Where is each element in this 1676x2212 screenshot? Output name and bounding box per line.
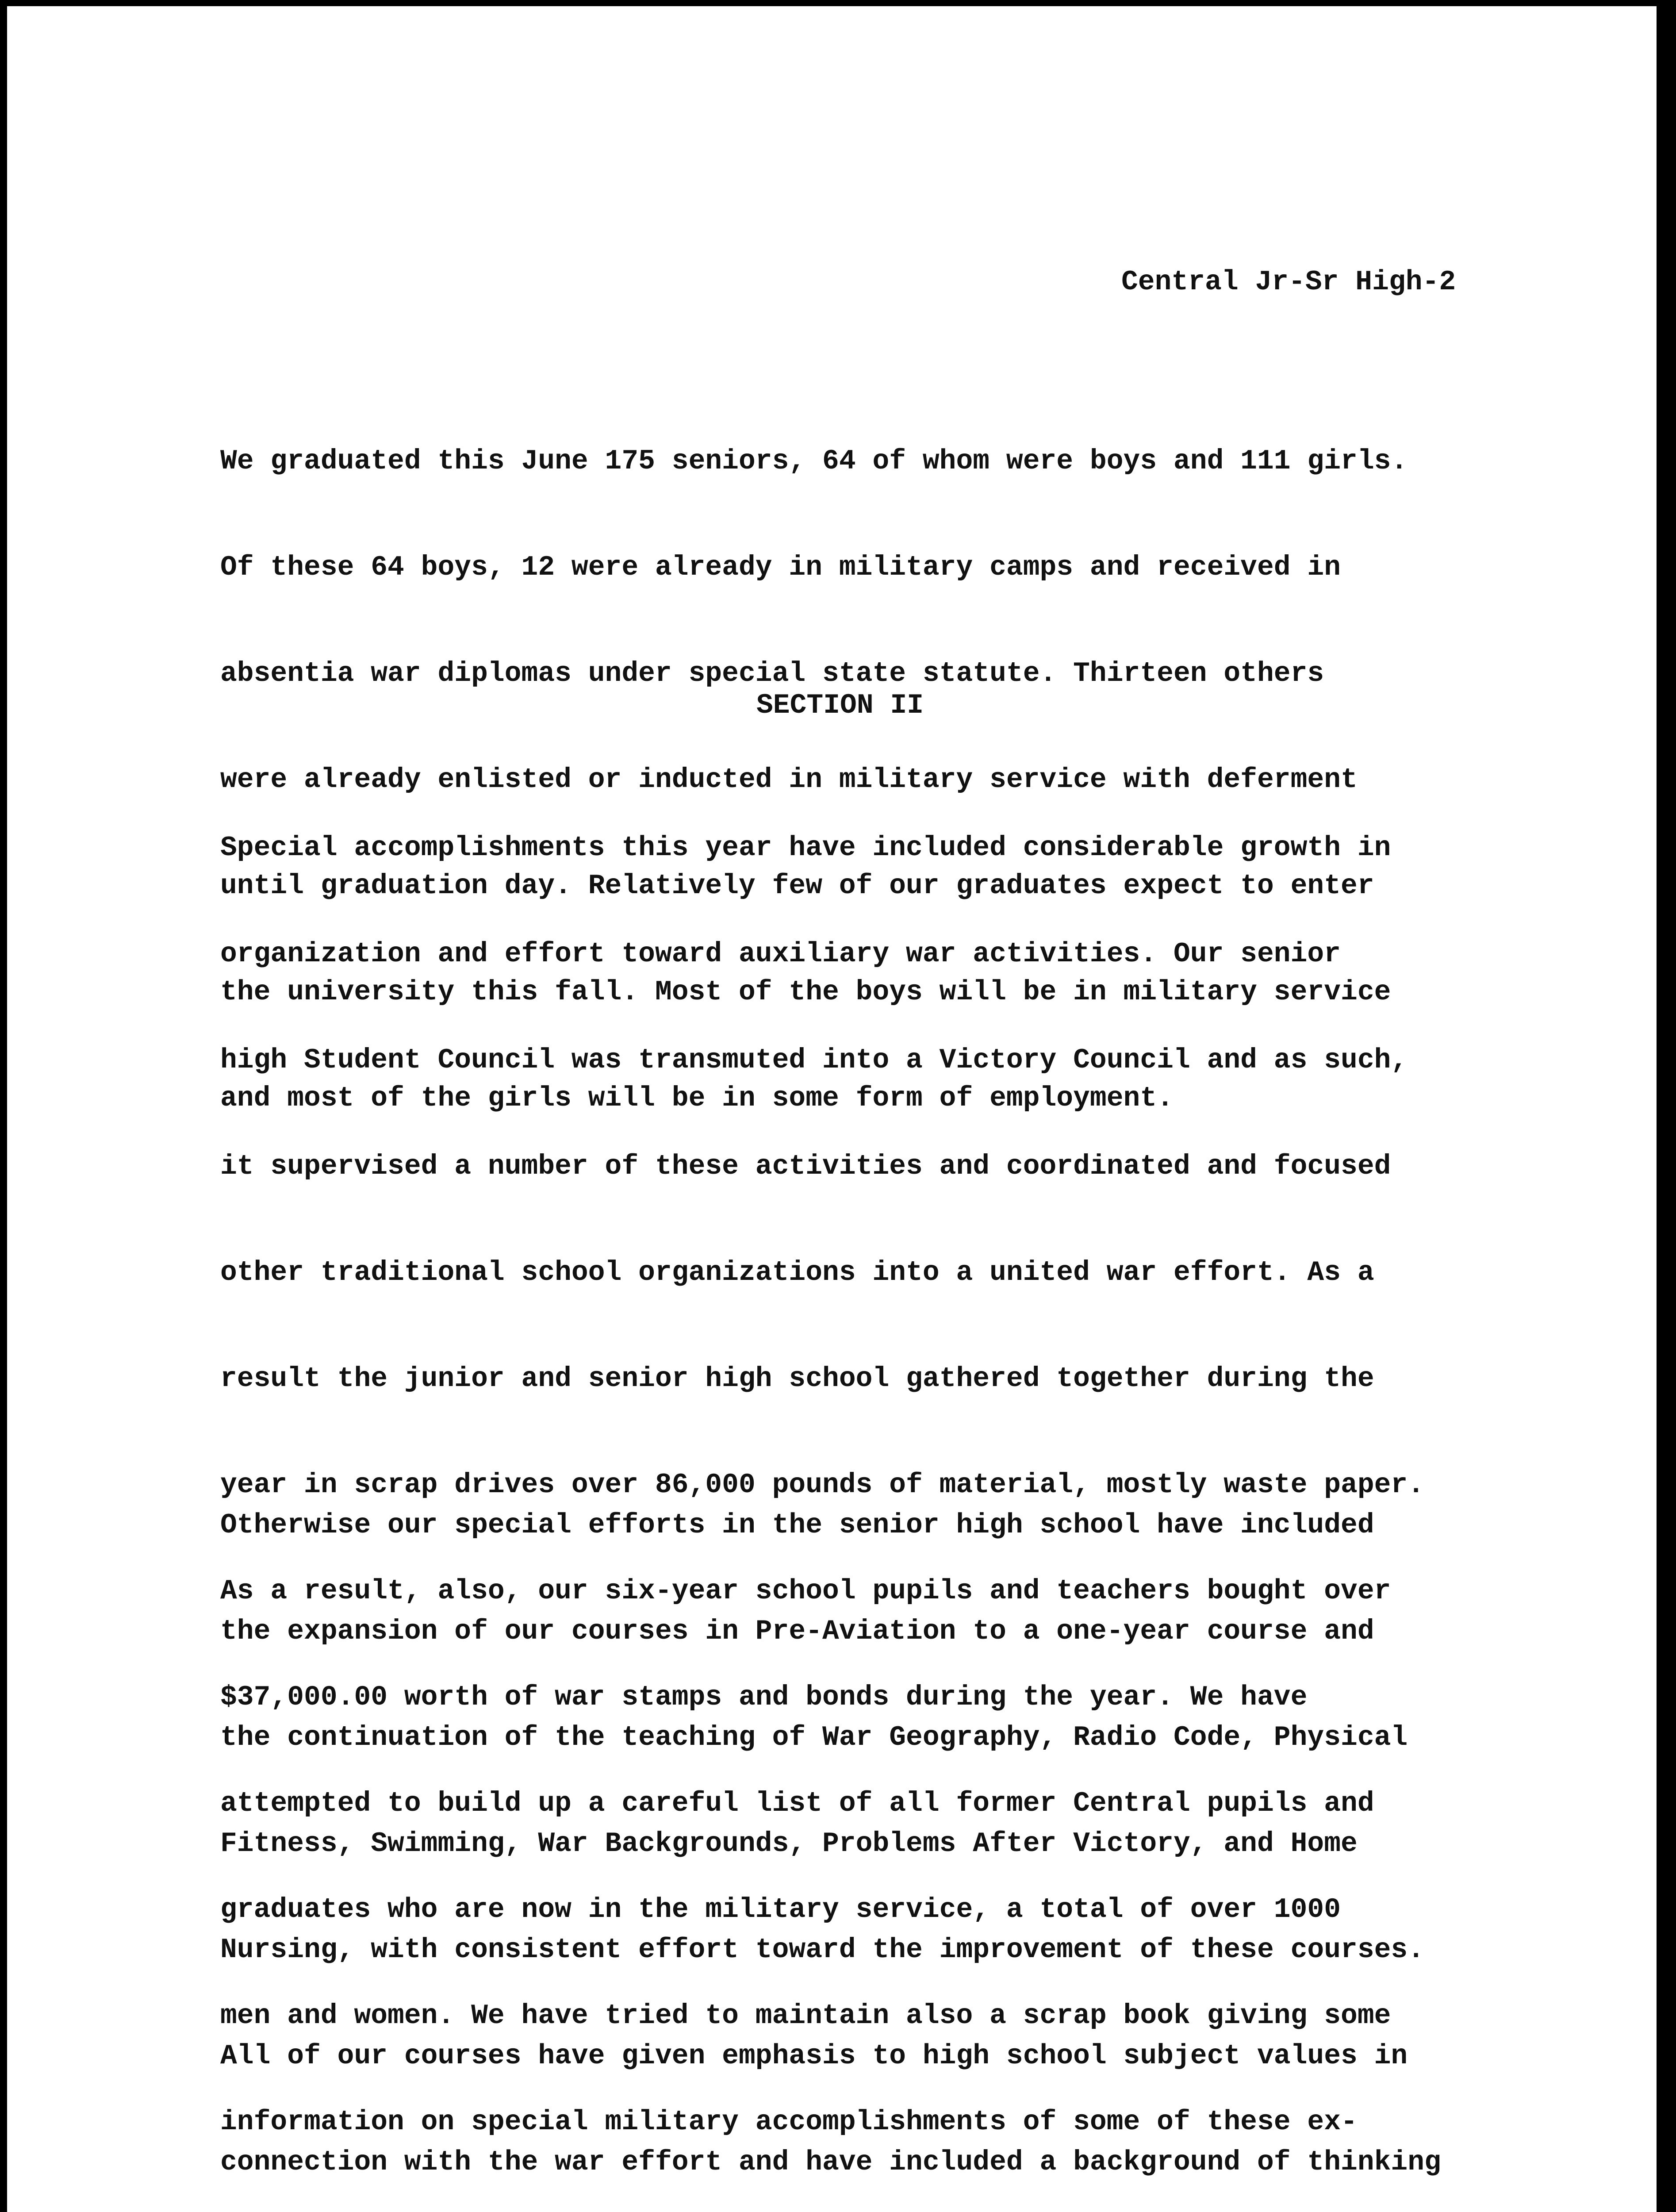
paragraph-line: year in scrap drives over 86,000 pounds of material, mostly waste paper.: [220, 1469, 1425, 1501]
paragraph-line: Of these 64 boys, 12 were already in military camps and received in: [220, 552, 1341, 583]
paragraph-line: attempted to build up a careful list of all former Central pupils and: [220, 1788, 1374, 1819]
paragraph-line: until graduation day. Relatively few of our graduates expect to enter: [220, 870, 1374, 902]
paragraph-line: organization and effort toward auxiliary war activities. Our senior: [220, 938, 1341, 970]
paragraph-line: Otherwise our special efforts in the senior high school have included: [220, 1509, 1374, 1541]
paragraph-line: men and women. We have tried to maintain also a scrap book giving some: [220, 2000, 1391, 2032]
paragraph-special-efforts: [220, 1437, 1458, 2212]
paragraph-line: graduates who are now in the military service, a total of over 1000: [220, 1894, 1341, 1925]
paragraph-line: the continuation of the teaching of War Geography, Radio Code, Physical: [220, 1722, 1408, 1753]
paragraph-line: high Student Council was transmuted into a Victory Council and as such,: [220, 1045, 1408, 1076]
paragraph-line: We graduated this June 175 seniors, 64 of whom were boys and 111 girls.: [220, 445, 1408, 477]
paragraph-line: connection with the war effort and have included a background of thinking: [220, 2147, 1441, 2178]
paragraph-line: Fitness, Swimming, War Backgrounds, Problems After Victory, and Home: [220, 1828, 1358, 1859]
paragraph-line: Nursing, with consistent effort toward the improvement of these courses.: [220, 1934, 1425, 1966]
paragraph-line: were already enlisted or inducted in military service with deferment: [220, 764, 1358, 795]
paragraph-line: All of our courses have given emphasis to high school subject values in: [220, 2040, 1408, 2072]
paragraph-line: absentia war diplomas under special state statute. Thirteen others: [220, 658, 1324, 689]
paragraph-line: Special accomplishments this year have included considerable growth in: [220, 832, 1391, 864]
scan-border-right: [1657, 0, 1676, 2212]
paragraph-line: As a result, also, our six-year school pupils and teachers bought over: [220, 1575, 1391, 1607]
paragraph-line: information on special military accomplishments of some of these ex-: [220, 2106, 1358, 2138]
paragraph-line: the university this fall. Most of the boys will be in military service: [220, 976, 1391, 1008]
scan-border-top: [0, 0, 1676, 6]
paragraph-line: result the junior and senior high school gathered together during the: [220, 1363, 1374, 1394]
page-header: Central Jr-Sr High-2: [1121, 266, 1456, 298]
paragraph-line: other traditional school organizations into a united war effort. As a: [220, 1257, 1374, 1288]
paragraph-line: it supervised a number of these activities and coordinated and focused: [220, 1151, 1391, 1182]
paragraph-line: and most of the girls will be in some form of employment.: [220, 1083, 1174, 1114]
scan-border-left: [0, 0, 7, 2212]
paragraph-line: $37,000.00 worth of war stamps and bonds during the year. We have: [220, 1682, 1308, 1713]
paragraph-line: the expansion of our courses in Pre-Aviation to a one-year course and: [220, 1616, 1374, 1647]
section-heading: SECTION II: [756, 690, 924, 721]
